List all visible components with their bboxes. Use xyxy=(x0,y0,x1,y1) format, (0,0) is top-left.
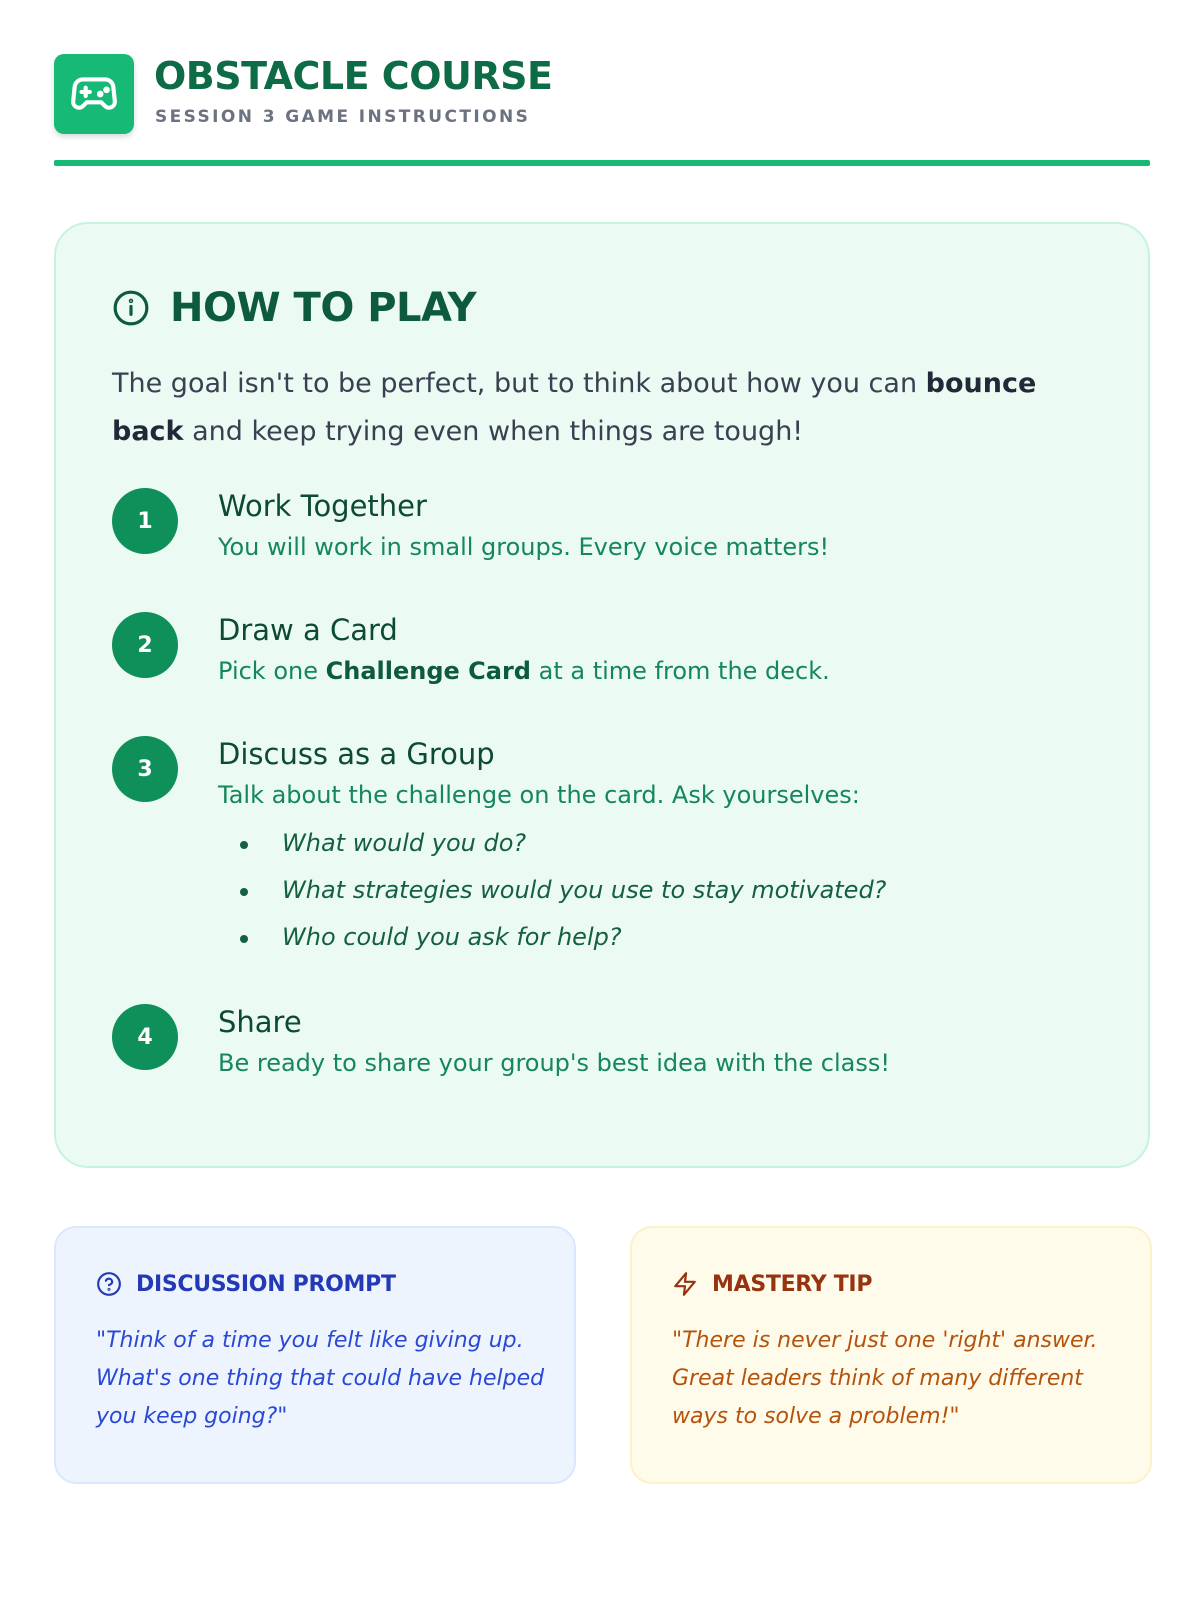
intro-text-end: and keep trying even when things are tough! xyxy=(183,416,804,447)
logo xyxy=(54,54,134,134)
intro-text xyxy=(112,360,1112,456)
step-title: Draw a Card xyxy=(218,613,398,647)
question-circle-icon xyxy=(96,1271,122,1297)
step-description xyxy=(218,654,1098,688)
step-title: Work Together xyxy=(218,489,427,523)
step-description-emphasis: Challenge Card xyxy=(325,657,531,685)
page-title: OBSTACLE COURSE xyxy=(154,54,553,98)
header-divider xyxy=(54,160,1150,166)
list-item: What would you do? xyxy=(240,826,886,873)
step-number-badge: 1 xyxy=(112,488,178,554)
step-title: Share xyxy=(218,1005,302,1039)
card-title: MASTERY TIP xyxy=(712,1271,873,1297)
how-to-play-card xyxy=(54,222,1150,1168)
mastery-tip-heading xyxy=(672,1268,872,1300)
step-number-badge: 3 xyxy=(112,736,178,802)
lightning-icon xyxy=(672,1271,698,1297)
question-list xyxy=(240,826,886,967)
intro-text-start: The goal isn't to be perfect, but to think about how you can xyxy=(112,368,926,399)
card-body: "There is never just one 'right' answer. Great leaders think of many different ways to solve a problem!" xyxy=(672,1328,1098,1429)
card-title: DISCUSSION PROMPT xyxy=(136,1271,396,1297)
step-description: Be ready to share your group's best idea with the class! xyxy=(218,1049,890,1077)
mastery-tip-card xyxy=(630,1226,1152,1484)
step-number-badge: 2 xyxy=(112,612,178,678)
step-title: Discuss as a Group xyxy=(218,737,495,771)
step-number-badge: 4 xyxy=(112,1004,178,1070)
intro-text-emphasis: bounce back xyxy=(112,368,1037,447)
page-subtitle: SESSION 3 GAME INSTRUCTIONS xyxy=(155,107,531,127)
discussion-prompt-heading xyxy=(96,1268,396,1300)
how-to-play-heading xyxy=(112,282,476,334)
step-description-start: Pick one xyxy=(218,657,326,685)
card-body: "Think of a time you felt like giving up. What's one thing that could have helped you keep going?" xyxy=(96,1328,545,1429)
gamepad-icon xyxy=(69,69,119,119)
step-description: You will work in small groups. Every voice matters! xyxy=(218,533,830,561)
step-description-end: at a time from the deck. xyxy=(530,657,830,685)
info-circle-icon xyxy=(112,289,150,327)
list-item: Who could you ask for help? xyxy=(240,920,886,967)
discussion-prompt-card xyxy=(54,1226,576,1484)
step-description: Talk about the challenge on the card. Ask yourselves: xyxy=(218,781,860,809)
section-title: HOW TO PLAY xyxy=(170,285,477,331)
page-header xyxy=(54,54,1150,168)
list-item: What strategies would you use to stay motivated? xyxy=(240,873,886,920)
